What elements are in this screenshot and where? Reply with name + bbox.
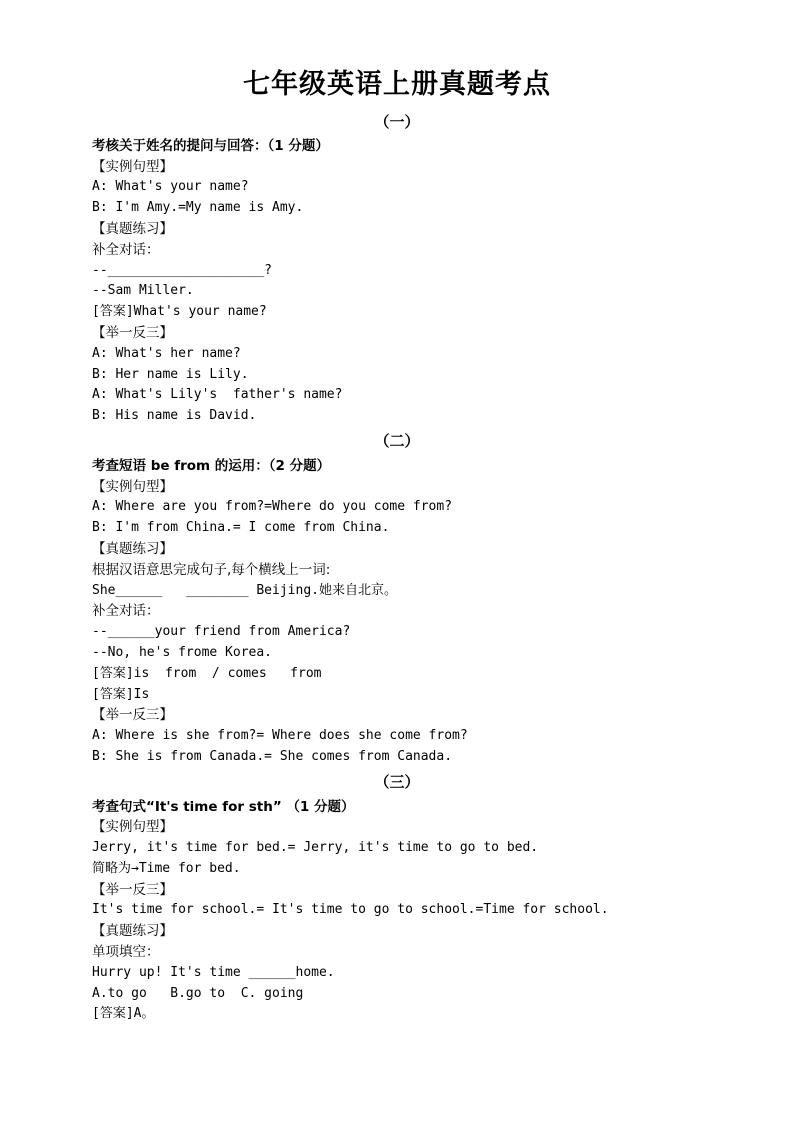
section-number: （三）: [374, 772, 420, 791]
section-heading: 考核关于姓名的提问与回答：（1 分题）: [92, 137, 329, 154]
text-line: [答案]What's your name?: [92, 304, 267, 320]
text-line: It's time for school.= It's time to go to school.=Time for school.: [92, 902, 609, 918]
subsection-label: 【真题练习】: [92, 220, 173, 237]
section-3: [92, 772, 752, 1026]
text-line: She______ ________ Beijing.她来自北京。: [92, 582, 397, 598]
subsection-label: 【实例句型】: [92, 158, 173, 175]
text-line: Hurry up! It's time ______home.: [92, 964, 335, 980]
text-line: B: Her name is Lily.: [92, 366, 249, 382]
section-2: [92, 431, 752, 768]
text-line: 补全对话：: [92, 241, 160, 258]
subsection-label: 【举一反三】: [92, 881, 173, 898]
section-heading: 考查短语 be from 的运用：（2 分题）: [92, 457, 331, 474]
subsection-label: 【真题练习】: [92, 923, 173, 940]
section-heading: 考查句式“It's time for sth” （1 分题）: [92, 798, 355, 815]
section-number: （二）: [374, 431, 420, 450]
text-line: 补全对话：: [92, 603, 160, 620]
subsection-label: 【举一反三】: [92, 707, 173, 724]
text-line: A.to go B.go to C. going: [92, 985, 304, 1001]
text-line: --____________________?: [92, 262, 273, 278]
subsection-label: 【实例句型】: [92, 819, 173, 836]
text-line: A: Where are you from?=Where do you come from?: [92, 499, 453, 515]
text-line: A: What's your name?: [92, 179, 249, 195]
text-line: B: I'm Amy.=My name is Amy.: [92, 200, 304, 216]
subsection-label: 【举一反三】: [92, 324, 173, 341]
text-line: --No, he's frome Korea.: [92, 644, 273, 660]
text-line: B: I'm from China.= I come from China.: [92, 520, 390, 536]
text-line: Jerry, it's time for bed.= Jerry, it's time to go to bed.: [92, 840, 539, 856]
text-line: 单项填空：: [92, 944, 160, 961]
text-line: A: What's Lily's father's name?: [92, 387, 343, 403]
text-line: --Sam Miller.: [92, 283, 194, 299]
section-lines: [92, 797, 752, 1026]
document-title: 七年级英语上册真题考点: [243, 69, 551, 100]
text-line: [答案]is from / comes from: [92, 665, 322, 681]
section-1: [92, 112, 752, 427]
document-body: [92, 112, 752, 1025]
text-line: [答案]A。: [92, 1006, 155, 1022]
text-line: A: Where is she from?= Where does she come from?: [92, 728, 468, 744]
subsection-label: 【实例句型】: [92, 478, 173, 495]
text-line: 根据汉语意思完成句子,每个横线上一词:: [92, 561, 331, 578]
section-number: （一）: [374, 113, 420, 131]
text-line: [答案]Is: [92, 686, 150, 702]
text-line: 简略为→Time for bed.: [92, 860, 241, 876]
section-lines: [92, 456, 752, 768]
text-line: B: His name is David.: [92, 408, 257, 424]
section-lines: [92, 136, 752, 427]
text-line: B: She is from Canada.= She comes from Canada.: [92, 748, 453, 764]
text-line: A: What's her name?: [92, 345, 241, 361]
text-line: --______your friend from America?: [92, 624, 351, 640]
subsection-label: 【真题练习】: [92, 540, 173, 557]
